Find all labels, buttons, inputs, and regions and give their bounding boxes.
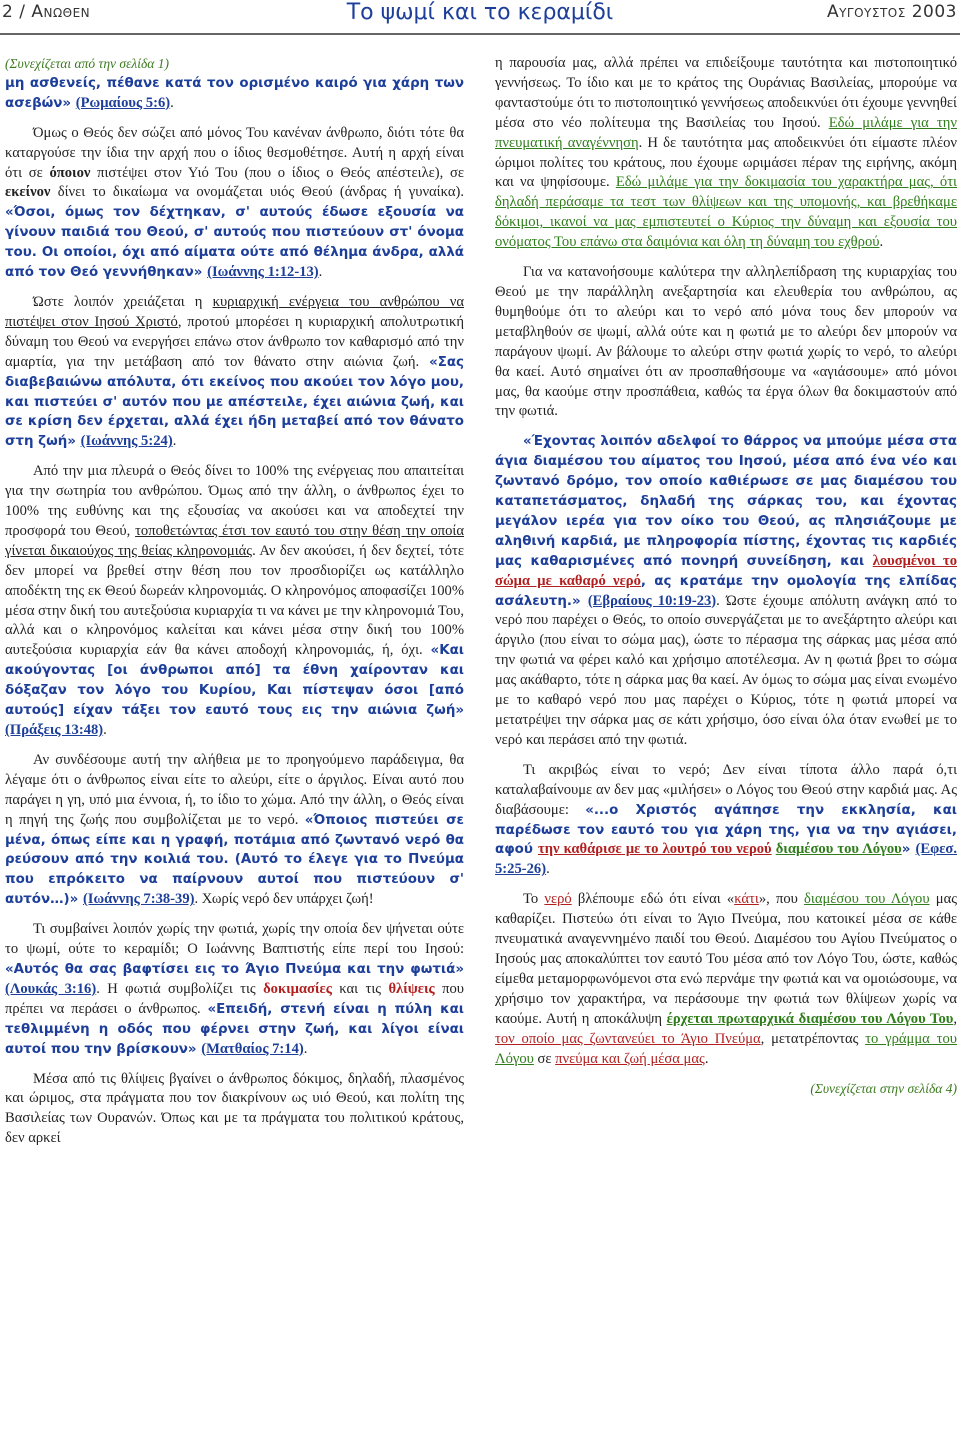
paragraph (495, 54, 957, 253)
highlight-green: έρχεται πρωταρχικά διαμέσου του Λόγου Του (666, 1010, 954, 1027)
paragraph (495, 761, 957, 880)
paragraph (5, 124, 464, 283)
page-number-section: 2 / Ανωθεν (2, 2, 91, 22)
text: Τι συμβαίνει λοιπόν χωρίς την φωτιά, χωρίς την οποία δεν ψήνεται ούτε το ψωμί, ούτε το κεραμίδι; Ο Ιωάννης Βαπτιστής είπε περί του Ιησού: (5, 921, 464, 958)
text-bold: όποιον (49, 164, 91, 181)
text: . (103, 722, 107, 738)
text: . Η φωτιά συμβολίζει τις (96, 980, 264, 997)
text: Όμως ο Θεός δεν σώζει από μόνος Του κανέναν άνθρωπο, διότι τότε θα καταργούσε την ίδια την αρχή που ο ίδιος θεσμοθέτησε. Αυτή η αρχή είναι ότι σε (5, 124, 464, 181)
scripture-reference[interactable]: (Εφεσ. 5:25-26) (495, 841, 958, 878)
text: . (704, 1050, 709, 1067)
scripture-quote: μη ασθενείς, πέθανε κατά τον ορισμένο καιρό για χάρη των ασεβών» (5, 75, 464, 111)
underlined-text: Εδώ μιλάμε για την πνευματική αναγέννηση (495, 114, 957, 151)
text: . Η δε ταυτότητα μας αποδεικνύει ότι είμαστε πλέον ώριμοι πολίτες του κράτους, που έχουμε ωριμάσει πέραν της ειρήνης, ακόμη και να ψηφίσουμε. (495, 134, 957, 191)
scripture-quote: «Όποιος πιστεύει σε μένα, όπως είπε και η γραφή, ποτάμια από ζωντανό νερό θα ρεύσουν από την κοιλιά του. (Αυτό το έλεγε για το Πνεύμα που επρόκειτο να παίρνουν αυτοί που πιστεύουν σ' αυτόν…)» (5, 812, 464, 908)
header-rule (0, 33, 960, 35)
scripture-quote: » (901, 842, 916, 858)
scripture-reference[interactable]: (Λουκάς 3:16) (5, 980, 97, 997)
highlight-red: θλίψεις (388, 980, 435, 997)
scripture-reference[interactable]: (Ιωάννης 1:12-13) (207, 264, 319, 281)
paragraph (495, 432, 957, 751)
text: Το (523, 891, 545, 908)
underlined-text: κυριαρχική ενέργεια του ανθρώπου να πιστέψει στον Ιησού Χριστό (5, 293, 465, 330)
highlight-red: την καθάρισε με το λουτρό του νερού (538, 841, 772, 858)
text: . Χωρίς νερό δεν υπάρχει ζωή! (194, 891, 374, 908)
scripture-quote: «Έχοντας λοιπόν αδελφοί το θάρρος να μπούμε μέσα στα άγια διαμέσου του αίματος του Ιησού, μέσα από ένα νέο και ζωντανό δρόμο, τον οποίο καθιέρωσε σε μας διαμέσου του καταπετάσματος, δηλαδή της σάρκας του, και έχοντας μεγάλον ιερέα για τον οίκο του Θεού, ας πλησιάζουμε με αληθινή καρδιά, με πληροφορία πίστης, έχοντας τις καρδιές μας καθαρισμένες από πονηρή συνείδηση, και (495, 434, 957, 569)
left-column (5, 54, 464, 1159)
text: και τις (331, 980, 389, 997)
text: , προτού μπορέσει η κυριαρχική απολυτρωτική δύναμη του Θεού να ενεργήσει επάνω στον άνθρωπο τον καθαρισμό από την αμαρτία, για την μετάβαση από τον θάνατο στην αιώνια ζωή. (5, 313, 464, 370)
text: , μετατρέποντας (760, 1030, 866, 1047)
paragraph (495, 263, 957, 422)
highlight-green: το γράμμα του Λόγου (495, 1030, 957, 1067)
continued-to-note: (Συνεχίζεται στην σελίδα 4) (810, 1081, 957, 1097)
text: . Ώστε έχουμε απόλυτη ανάγκη από το νερό που παρέχει ο Θεός, το οποίο συνεργάζεται με το ανεξάρτητο αλεύρι και άργιλο (που είναι το σώμα μας), ώστε το πέρασμα της σάρκας μας μέσα από την φωτιά να φέρει καλό και χρήσιμο αποτέλεσμα. Αν η φωτιά βρει το σώμα μας ακάθαρτο, τότε η σάρκα μας θα καεί. Αν όμως το σώμα μας είναι ενωμένο με το καθαρό νερό που μας παρέχει ο Κύριος, τότε η φωτιά μπορεί να μετατρέψει την σάρκα μας σε κάτι χρήσιμο, όσο είναι όλα όταν ενωθεί με το νερό και περάσει από την φωτιά. (495, 592, 957, 748)
page-title: Το ψωμί και το κεραμίδι (346, 0, 614, 25)
scripture-reference[interactable]: (Εβραίους 10:19-23) (587, 592, 717, 609)
scripture-quote: «Όσοι, όμως τον δέχτηκαν, σ' αυτούς έδωσε εξουσία να γίνουν παιδιά του Θεού, σ' αυτούς που πιστεύουν στ' όνομα του. Οι οποίοι, όχι από αίματα ούτε από θέλημα άνδρα, αλλά από τον Θεό γεννήθηκαν» (5, 205, 464, 281)
text: μας καθαρίζει. Πιστεύω ότι είναι το Άγιο Πνεύμα, που κατοικεί μέσα σε κάθε πνευματικά αναγεννημένο παιδί του Θεού. Διαμέσου του Αγίου Πνεύματος ο Ιησούς μας αποκαλύπτει τον εαυτό Του μέσα από τον Λόγο Του, ώστε, καθώς είμεθα μεταμορφωνόμενοι στα ενώ περνάμε την φωτιά και να ομοιώσουμε, να χρήσιμο τον χαρακτήρα, να περάσουμε την φωτιά των θλίψεων χωρίς να καούμε. Αυτή η αποκάλυψη (495, 891, 957, 1027)
text: , (953, 1010, 957, 1027)
issue-date: Αυγουστος 2003 (826, 2, 957, 22)
text: Για να κατανοήσουμε καλύτερα την αλληλεπίδραση της κυριαρχίας του Θεού με την παράλληλη ανεξαρτησία και ελευθερία του ανθρώπου, ας θυμηθούμε ότι το αλεύρι και το νερό από μόνα τους δεν μπορούν να μεταβληθούν σε ψωμί, αλλά ούτε και η φωτιά με το αλεύρι δεν μπορούν να παράγουν ψωμί. Αν βάλουμε το αλεύρι στην φωτιά χωρίς το νερό, το αλεύρι θα καεί. Αυτό σημαίνει ότι αν προσπαθήσουμε να «αγιάσουμε» από μόνοι μας, θα καούμε στην προσπάθεια, καθώς τα έργα όλων θα δοκιμαστούν από την φωτιά. (495, 264, 957, 420)
text: σε (533, 1050, 556, 1067)
paragraph (5, 751, 464, 910)
text: . (546, 861, 550, 878)
paragraph (5, 920, 464, 1059)
text: . (318, 264, 323, 281)
text: . Αν δεν ακούσει, ή δεν δεχτεί, τότε δεν μπορεί να βρεθεί στην θέση που τον προσδιορίζει ως κατάλληλο αποδέκτη της εκ Θεού δωρεάν κληρονομιάς. Ο κληρονόμος αποφασίζει 100% μέσα στην δική του αυτεξούσια κυριαρχία τι να κάνει με την κληρονομιά Του, αλλά και ο κληρονόμος καλείται και κάνει μέσα στην δική του 100% αυτεξούσια κυριαρχία εάν θα κάνει αποδοχή κληρονομιάς, ή, όχι. (5, 542, 464, 659)
text: », που (758, 891, 805, 908)
scripture-reference[interactable]: (Ιωάννης 5:24) (80, 433, 173, 450)
text: βλέπουμε εδώ ότι είναι « (571, 891, 735, 908)
text-bold: εκείνον (5, 184, 51, 201)
text: Αν συνδέσουμε αυτή την αλήθεια με το προηγούμενο παράδειγμα, θα λέγαμε ότι ο άνθρωπος είναι είτε το αλεύρι, είτε ο άργιλος. Είναι αυτό που παράγει η γη, υπό μια έννοια, ή, το ίδιο το χώμα. Από την άλλη, ο Θεός είναι η πηγή της ζωής που συμβολίζεται με το νερό. (5, 751, 464, 828)
right-column (495, 54, 957, 1099)
text: Τι ακριβώς είναι το νερό; Δεν είναι τίποτα άλλο παρά ό,τι καταλαβαίνουμε αν δεν μας «μιλήσει» ο Λόγος του Θεού στην καρδιά μας. Ας διαβάσουμε: (495, 761, 957, 818)
text: Μέσα από τις θλίψεις βγαίνει ο άνθρωπος δόκιμος, δηλαδή, πλασμένος και ώριμος, στα πράγματα που τον διακρίνουν ως υιό Θεού, και πολίτη της Βασιλείας των Ουρανών. Όπως και με τα πράγματα του πολιτικού κράτους, δεν αρκεί (5, 1070, 464, 1147)
scripture-reference[interactable]: (Ματθαίος 7:14) (201, 1040, 304, 1057)
scripture-reference[interactable]: (Πράξεις 13:48) (5, 722, 104, 738)
paragraph (5, 462, 464, 741)
continued-from-note: (Συνεχίζεται από την σελίδα 1) (5, 56, 169, 71)
scripture-quote: «...ο Χριστός αγάπησε την εκκλησία, και παρέδωσε τον εαυτό του για χάρη της, για να την αγιάσει, αφού (495, 802, 957, 858)
paragraph (5, 54, 464, 114)
underlined-text: Εδώ μιλάμε για την δοκιμασία του χαρακτήρα μας, ότι δηλαδή περάσαμε τα τεστ των θλίψεων και της υπομονής, και βρεθήκαμε δόκιμοι, ικανοί να μας εμπιστευτεί ο Κύριος την δύναμη και εξουσία του ονόματος Του επάνω στα δαιμόνια και όλη τη δύναμη του εχθρού (495, 174, 957, 251)
scripture-quote: , ας κρατάμε την ομολογία της ελπίδας ασάλευτη.» (495, 573, 957, 609)
text: η παρουσία μας, αλλά πρέπει να επιδείξουμε ταυτότητα και πιστοποιητικό γεννήσεως. Το ίδιο και με το κράτος της Ουράνιας Βασιλείας, μπορούμε να φανταστούμε ότι το πιστοποιητικό γεννήσεως αποδεικνύει ότι έχουμε γεννηθεί μέσα στο νέο πολίτευμα της Βασιλείας του Ιησού. (495, 55, 957, 131)
underlined-text: τοποθετώντας έτσι τον εαυτό του στην θέση την οποία γίνεται δικαιούχος της θείας κληρονομιάς (5, 522, 464, 559)
highlight-red: νερό (544, 891, 572, 908)
highlight-red: δοκιμασίες (263, 980, 332, 997)
highlight-green: διαμέσου του Λόγου (804, 891, 930, 908)
text: . (303, 1040, 308, 1057)
text: . (172, 433, 177, 450)
text: . (170, 94, 174, 111)
paragraph (5, 293, 464, 452)
paragraph (495, 890, 957, 1069)
scripture-reference[interactable]: (Ρωμαίους 5:6) (75, 94, 171, 111)
scripture-quote: «Και ακούγοντας [οι άνθρωποι από] τα έθνη χαίρονταν και δόξαζαν τον λόγο του Κυρίου, Και πίστεψαν όσοι [από αυτούς] είχαν τάξει τον εαυτό τους εις την αιώνια ζωή» (5, 643, 464, 719)
paragraph (5, 1070, 464, 1150)
highlight-red: λουσμένοι το σώμα με καθαρό νερό (495, 552, 957, 589)
scripture-quote: «Επειδή, στενή είναι η πύλη και τεθλιμμένη η οδός που φέρνει στην ζωή, και λίγοι είναι αυτοί που την βρίσκουν» (5, 1001, 464, 1057)
scripture-quote: «Σας διαβεβαιώνω απόλυτα, ότι εκείνος που ακούει τον λόγο μου, και πιστεύει σ' αυτόν που με απέστειλε, έχει αιώνια ζωή, και σε κρίση δεν έρχεται, αλλά έχει ήδη μεταβεί από τον θάνατο στη ζωή» (5, 354, 464, 450)
highlight-red: κάτι (734, 891, 759, 908)
highlight-green: διαμέσου του Λόγου (775, 841, 902, 858)
text: . (879, 234, 884, 251)
text: Ώστε λοιπόν χρειάζεται η (33, 293, 213, 310)
text: δίνει το δικαίωμα να ονομάζεται υιός Θεού (άνδρας ή γυναίκα). (50, 184, 464, 201)
highlight-red: τον οποίο μας ζωντανεύει το Άγιο Πνεύμα (495, 1030, 761, 1047)
text: πιστέψει στον Υιό Του (που ο ίδιος ο Θεός απέστειλε), σε (90, 164, 464, 181)
scripture-reference[interactable]: (Ιωάννης 7:38-39) (82, 891, 195, 908)
page-header (0, 0, 960, 30)
highlight-red: πνεύμα και ζωή μέσα μας (555, 1050, 705, 1067)
text: που πρέπει να περάσει ο άνθρωπος. (5, 980, 464, 1017)
scripture-quote: «Αυτός θα σας βαφτίσει εις το Άγιο Πνεύμα και την φωτιά» (5, 961, 464, 977)
text: Από την μια πλευρά ο Θεός δίνει το 100% της ενέργειας που απαιτείται για την σωτηρία του ανθρώπου. Όμως από την άλλη, ο άνθρωπος έχει το 100% της ευθύνης και της εξουσίας να ακούσει και να αποδεχτεί την προσφορά του Θεού, (5, 463, 464, 539)
